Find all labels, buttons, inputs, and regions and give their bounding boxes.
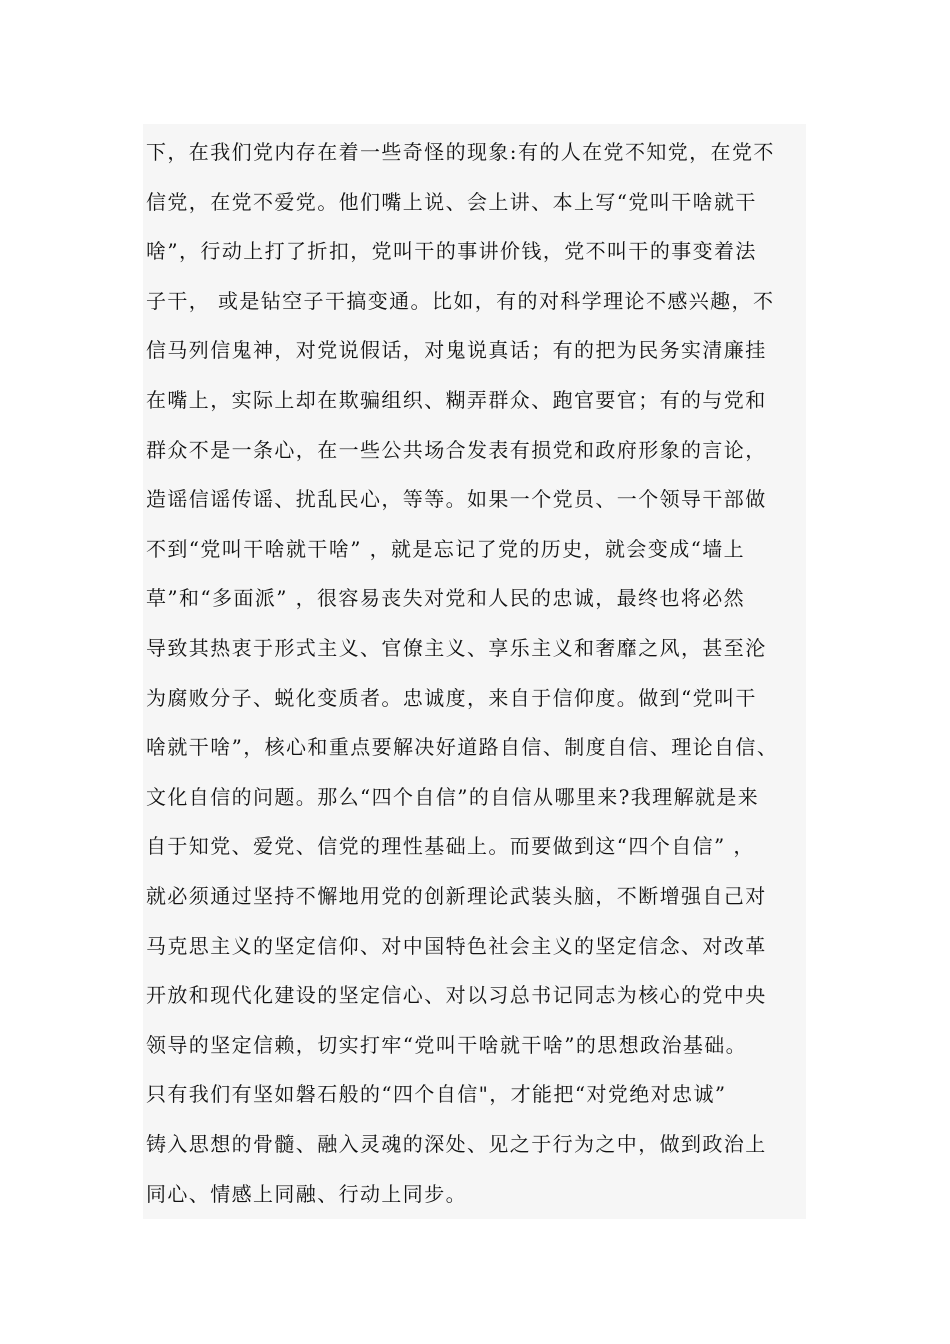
- text-line: 铸入思想的骨髓、融入灵魂的深处、见之于行为之中，做到政治上: [146, 1132, 767, 1156]
- text-line: 信党，在党不爱党。他们嘴上说、会上讲、本上写“党叫干啥就干: [146, 189, 757, 214]
- text-line: 啥”，行动上打了折扣，党叫干的事讲价钱，党不叫干的事变着法: [146, 239, 757, 264]
- text-line: 为腐败分子、蜕化变质者。忠诚度，来自于信仰度。做到“党叫干: [146, 685, 757, 710]
- text-line: 马克思主义的坚定信仰、对中国特色社会主义的坚定信念、对改革: [146, 933, 767, 958]
- text-line: 自于知党、爱党、信党的理性基础上。而要做到这“四个自信” ，: [146, 834, 755, 859]
- text-line: 草”和“多面派” ，很容易丧失对党和人民的忠诚，最终也将必然: [146, 586, 746, 611]
- text-line: 就必须通过坚持不懈地用党的创新理论武装头脑，不断增强自己对: [146, 884, 767, 908]
- text-line: 不到“党叫干啥就干啥” ，就是忘记了党的历史，就会变成“墙上: [146, 536, 746, 561]
- text-line: 在嘴上，实际上却在欺骗组织、糊弄群众、跑官要官；有的与党和: [146, 388, 767, 412]
- text-line: 同心、情感上同融、行动上同步。: [146, 1181, 467, 1206]
- text-line: 文化自信的问题。那么“四个自信”的自信从哪里来?我理解就是来: [146, 784, 760, 809]
- text-line: 只有我们有坚如磐石般的“四个自信"，才能把“对党绝对忠诚”: [146, 1082, 727, 1107]
- body-text-block: [143, 124, 806, 1219]
- text-line: 下，在我们党内存在着一些奇怪的现象:有的人在党不知党，在党不: [146, 140, 775, 164]
- text-line: 造谣信谣传谣、扰乱民心，等等。如果一个党员、一个领导干部做: [146, 487, 767, 512]
- text-line: 啥就干啥”，核心和重点要解决好道路自信、制度自信、理论自信、: [146, 735, 779, 760]
- text-line: 导致其热衷于形式主义、官僚主义、享乐主义和奢靡之风，甚至沦: [146, 636, 767, 660]
- text-line: 领导的坚定信赖，切实打牢“党叫干啥就干啥”的思想政治基础。: [146, 1032, 748, 1057]
- text-line: 信马列信鬼神，对党说假话，对鬼说真话；有的把为民务实清廉挂: [146, 338, 767, 363]
- text-line: 群众不是一条心，在一些公共场合发表有损党和政府形象的言论，: [146, 437, 767, 462]
- text-line: 子干， 或是钻空子干搞变通。比如，有的对科学理论不感兴趣，不: [146, 288, 775, 313]
- text-line: 开放和现代化建设的坚定信心、对以习总书记同志为核心的党中央: [146, 983, 767, 1008]
